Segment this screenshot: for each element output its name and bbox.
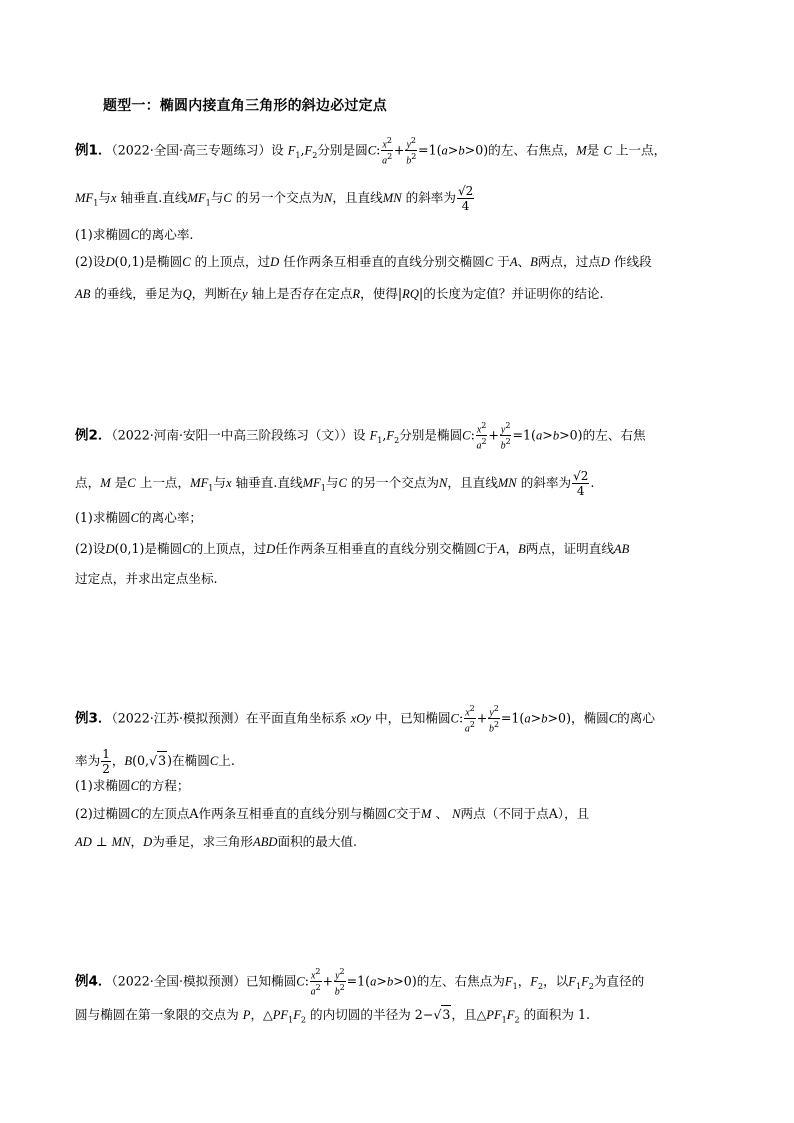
example-1-label: 例1． <box>75 142 112 159</box>
example-1-q2: (2)设D(0,1)是椭圆C 的上顶点，过D 任作两条互相垂直的直线分别交椭圆C 于A、B两点，过点D 作线段 <box>75 254 652 269</box>
example-2-line-1: 例2．（2022·河南·安阳一中高三阶段练习（文））设 $F_1,F_2$分别是椭圆C: $\frac{x^2}{a^2}$ + $\frac{y^2}{b^2}$ =1(a>b>0)的左、右焦 <box>75 421 646 452</box>
example-3-line-2: 率为 $\frac{1}{2}$ ，B(0,√3)在椭圆C上. <box>75 747 235 776</box>
example-2-line-2: 点，M 是C 上一点，$MF_1$与x 轴垂直.直线$MF_1$与C 的另一个交点为N，且直线MN 的斜率为 $\frac{√2}{4}$ . <box>75 469 595 498</box>
example-4-line-1: 例4．（2022·全国·模拟预测）已知椭圆C: $\frac{x^2}{a^2}$ + $\frac{y^2}{b^2}$ =1(a>b>0)的左、右焦点为$F_1$，$F_2$，以$F_1F_2$为直径的 <box>75 967 645 998</box>
example-2-q2-cont: 过定点，并求出定点坐标. <box>75 571 218 586</box>
example-1-line-1: 例1．（2022·全国·高三专题练习）设 $F_1,F_2$分别是圆C: $\frac{x^2}{a^2}$ + $\frac{y^2}{b^2}$ =1(a>b>0)的左、右焦点，M是 C 上一点， <box>75 136 667 167</box>
example-4-label: 例4． <box>75 973 112 990</box>
example-3-q2: (2)过椭圆C的左顶点A作两条互相垂直的直线分别与椭圆C交于M 、 N两点（不同于点A），且 <box>75 806 590 821</box>
example-4-line-2: 圆与椭圆在第一象限的交点为 P，$\triangle PF_1F_2$ 的内切圆的半径为 2−√3，且$\triangle PF_1F_2$ 的面积为 1. <box>75 1007 590 1025</box>
example-1-line-2: $MF_1$与x 轴垂直.直线$MF_1$与C 的另一个交点为N，且直线MN 的斜率为 $\frac{√2}{4}$ <box>75 184 474 213</box>
example-1-q2-cont: AB 的垂线，垂足为Q，判断在y 轴上是否存在定点R，使得|RQ|的长度为定值？并证明你的结论. <box>75 286 604 301</box>
example-2-label: 例2． <box>75 427 112 444</box>
example-3-line-1: 例3．（2022·江苏·模拟预测）在平面直角坐标系 xOy 中，已知椭圆C: $\frac{x^2}{a^2}$ + $\frac{y^2}{b^2}$ =1(a>b>0)，椭圆C的离心 <box>75 704 655 735</box>
example-2-q1: (1)求椭圆C的离心率； <box>75 510 202 525</box>
example-1-q1: (1)求椭圆C的离心率. <box>75 227 194 242</box>
example-3-q1: (1)求椭圆C的方程； <box>75 778 190 793</box>
example-3-q2-cont: AD ⊥ MN，D为垂足，求三角形ABD面积的最大值. <box>75 834 358 849</box>
example-3-label: 例3． <box>75 710 112 727</box>
section-title: 题型一：椭圆内接直角三角形的斜边必过定点 <box>103 98 387 114</box>
example-2-q2: (2)设D(0,1)是椭圆C的上顶点，过D任作两条互相垂直的直线分别交椭圆C于A，B两点，证明直线AB <box>75 541 630 556</box>
